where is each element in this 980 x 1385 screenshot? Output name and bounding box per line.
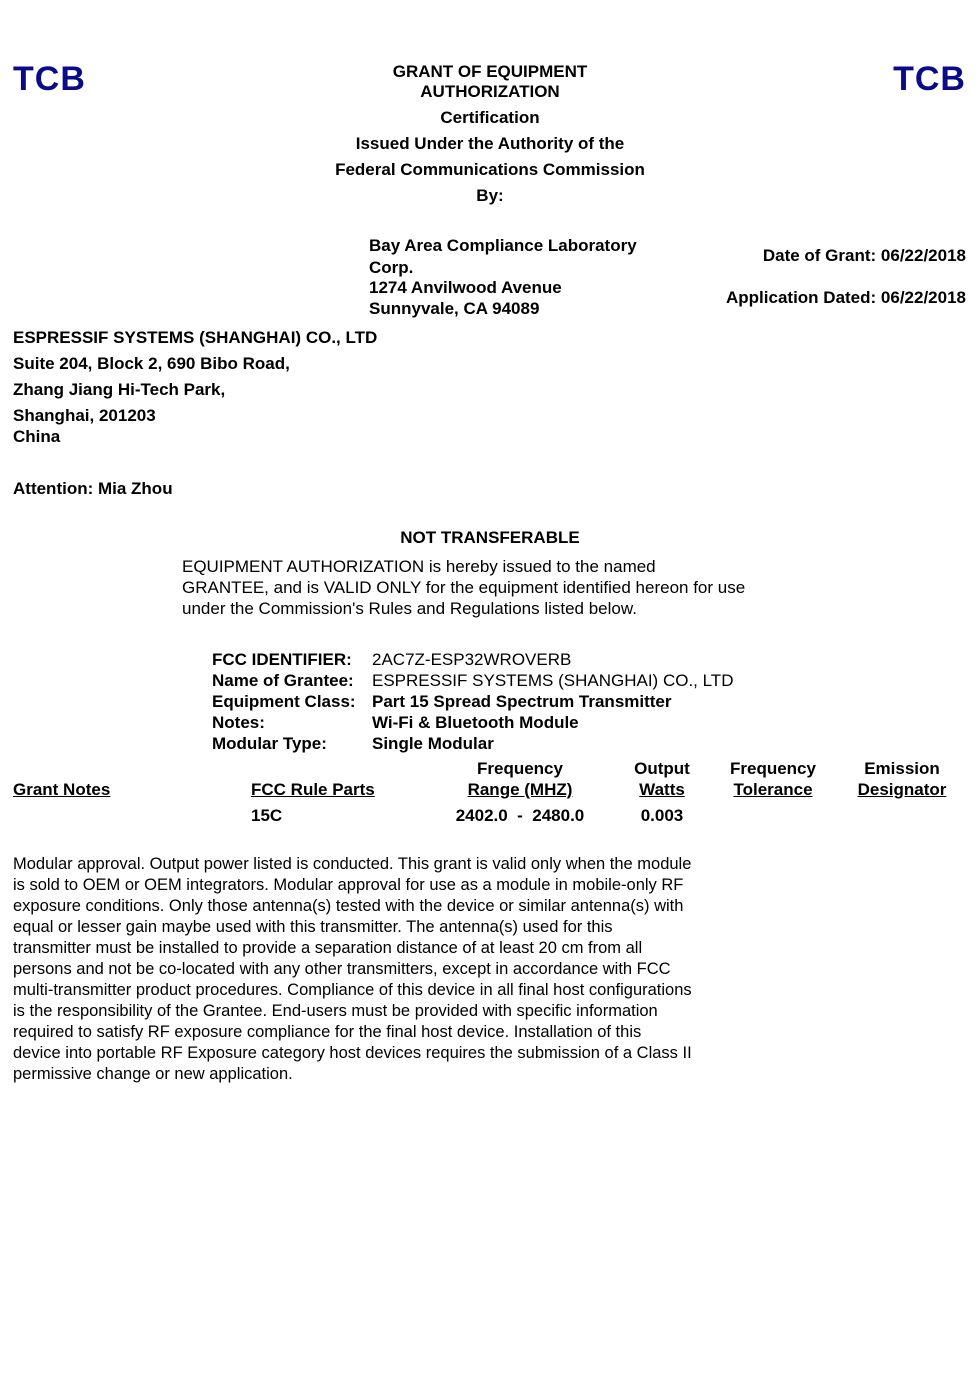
authorization-text-line2: GRANTEE, and is VALID ONLY for the equipment identified hereon for use [182, 578, 746, 597]
modular-type-label: Modular Type: [212, 734, 327, 753]
tcb-logo-right: TCB [893, 60, 966, 98]
grantee-label: Name of Grantee: [212, 671, 354, 690]
col-output-bottom [612, 779, 712, 800]
col-emission-bottom [842, 779, 962, 800]
issuer-city: Sunnyvale, CA 94089 [369, 299, 540, 318]
subtitle-authority: Issued Under the Authority of the [355, 134, 625, 153]
row-output-watts: 0.003 [640, 806, 684, 825]
modular-type-value: Single Modular [372, 734, 494, 753]
col-frequency-bottom-text: Range (MHZ) [467, 780, 573, 799]
col-tolerance-bottom [713, 779, 833, 800]
issuer-name: Bay Area Compliance Laboratory [369, 236, 637, 255]
authorization-text-line1: EQUIPMENT AUTHORIZATION is hereby issued to the named [182, 557, 656, 576]
col-emission-bottom-text: Designator [857, 780, 947, 799]
document-title-line2: AUTHORIZATION [420, 82, 560, 101]
col-output-top: Output [634, 759, 690, 778]
tcb-logo-left: TCB [13, 60, 86, 98]
col-grant-notes: Grant Notes [13, 780, 111, 799]
row-rule-part: 15C [251, 806, 283, 825]
notes-value: Wi-Fi & Bluetooth Module [372, 713, 579, 732]
col-emission-top: Emission [864, 759, 940, 778]
grant-notes-paragraph: Modular approval. Output power listed is conducted. This grant is valid only when the module is sold to OEM or OEM integrators. Modular approval for use as a module in mobile-only RF exposure conditions. Only those antenna(s) tested with the device or similar antenna(s) with equal or lesser gain maybe used with this transmitter. The antenna(s) used for this transmitter must be installed to provide a separation distance of at least 20 cm from all persons and not be co-located with any other transmitters, except in accordance with FCC multi-transmitter product procedures. Compliance of this device in all final host configurations is the responsibility of the Grantee. End-users must be provided with specific information required to satisfy RF exposure compliance for the final host device. Installation of this device into portable RF Exposure category host devices requires the submission of a Class II permissive change or new application. [13, 855, 692, 1083]
attention-line: Attention: Mia Zhou [13, 479, 173, 498]
subtitle-fcc: Federal Communications Commission [335, 160, 645, 179]
grantee-address-street: Suite 204, Block 2, 690 Bibo Road, [13, 354, 290, 373]
subtitle-certification: Certification [440, 108, 540, 127]
col-tolerance-bottom-text: Tolerance [733, 780, 813, 799]
equipment-class-label: Equipment Class: [212, 692, 356, 711]
grantee-value: ESPRESSIF SYSTEMS (SHANGHAI) CO., LTD [372, 671, 734, 690]
authorization-text-line3: under the Commission's Rules and Regulations listed below. [182, 599, 637, 618]
grantee-address-name: ESPRESSIF SYSTEMS (SHANGHAI) CO., LTD [13, 328, 378, 347]
equipment-class-value: Part 15 Spread Spectrum Transmitter [372, 692, 672, 711]
col-frequency-top: Frequency [477, 759, 563, 778]
col-tolerance-top: Frequency [730, 759, 816, 778]
issuer-street: 1274 Anvilwood Avenue [369, 278, 562, 297]
fcc-id-label: FCC IDENTIFIER: [212, 650, 352, 669]
col-output-bottom-text: Watts [639, 780, 685, 799]
not-transferable-heading: NOT TRANSFERABLE [400, 528, 580, 547]
col-rule-parts: FCC Rule Parts [251, 780, 375, 799]
notes-label: Notes: [212, 713, 265, 732]
col-frequency-bottom [440, 779, 600, 800]
document-title-line1: GRANT OF EQUIPMENT [392, 62, 588, 81]
issuer-name-cont: Corp. [369, 258, 414, 277]
grantee-address-park: Zhang Jiang Hi-Tech Park, [13, 380, 226, 399]
grantee-address-country: China [13, 427, 61, 446]
grantee-address-city: Shanghai, 201203 [13, 406, 156, 425]
row-frequency-range: 2402.0 - 2480.0 [455, 806, 585, 825]
date-of-grant: Date of Grant: 06/22/2018 [762, 246, 966, 265]
subtitle-by: By: [476, 186, 504, 205]
application-dated: Application Dated: 06/22/2018 [726, 288, 966, 307]
fcc-id-value: 2AC7Z-ESP32WROVERB [372, 650, 572, 669]
